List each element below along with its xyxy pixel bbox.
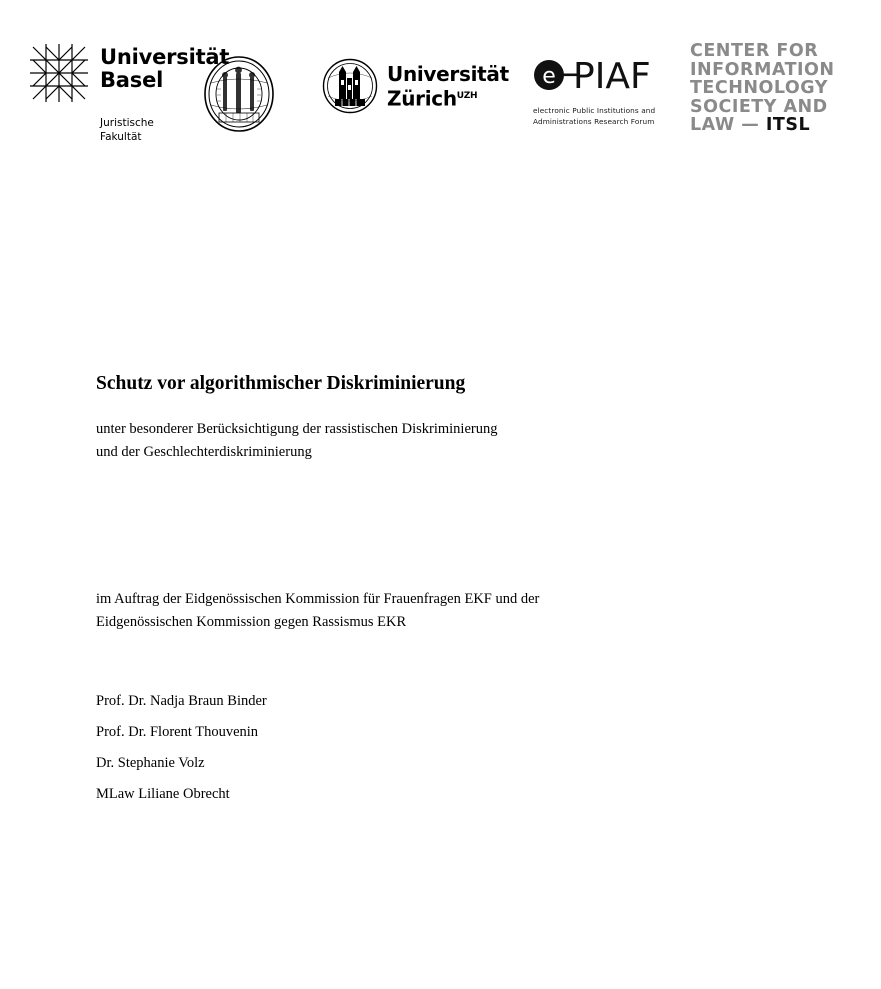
- partner-logo-bar: [0, 0, 881, 160]
- logo-universitaet-basel: [28, 42, 229, 144]
- itsl-line1: CENTER FOR: [690, 41, 819, 61]
- author-name: Prof. Dr. Florent Thouvenin: [96, 724, 259, 740]
- commission-line1: im Auftrag der Eidgenössischen Kommission für Frauenfragen EKF und der: [96, 591, 540, 607]
- svg-text:e: e: [542, 64, 556, 89]
- logo-itsl: [690, 42, 835, 135]
- itsl-wordmark: [690, 42, 835, 135]
- zurich-grossmuenster-seal-icon: [322, 58, 378, 114]
- authors-block: [96, 686, 267, 810]
- basel-faculty-line2: Fakultät: [100, 131, 142, 143]
- logo-university-seal: [203, 55, 275, 138]
- logo-universitaet-zuerich: [322, 58, 509, 114]
- itsl-line2: INFORMATION: [690, 59, 835, 80]
- commission-line2: Eidgenössischen Kommission gegen Rassismus EKR: [96, 614, 407, 630]
- uzh-wordmark-line1: Universität: [387, 61, 509, 86]
- epiaf-subtitle: [533, 106, 673, 127]
- itsl-line5: LAW — ITSL: [690, 115, 811, 135]
- author-name: MLaw Liliane Obrecht: [96, 786, 230, 802]
- epiaf-subtitle-line2: Administrations Research Forum: [533, 116, 655, 126]
- ornate-university-seal-icon: [203, 55, 275, 133]
- basel-faculty-line1: Juristische: [100, 117, 154, 129]
- basel-wordmark-line1: Universität: [100, 45, 230, 69]
- author-name: Prof. Dr. Nadja Braun Binder: [96, 693, 267, 709]
- itsl-acronym: ITSL: [765, 115, 811, 135]
- epiaf-wordmark-icon: [533, 52, 655, 96]
- title-block: [96, 371, 497, 464]
- page-subtitle-line2: und der Geschlechterdiskriminierung: [96, 444, 312, 460]
- page-title: Schutz vor algorithmischer Diskriminierung: [96, 373, 466, 394]
- basel-snowflake-lattice-icon: [28, 42, 90, 104]
- logo-epiaf: [533, 52, 673, 127]
- uzh-superscript: UZH: [456, 90, 478, 101]
- basel-wordmark-line2: Basel: [100, 68, 164, 92]
- page-subtitle-line1: unter besonderer Berücksichtigung der rassistischen Diskriminierung: [96, 421, 498, 437]
- commission-block: [96, 588, 539, 634]
- page-subtitle: [96, 397, 497, 464]
- author-name: Dr. Stephanie Volz: [96, 755, 205, 771]
- itsl-line4: SOCIETY AND: [690, 96, 828, 117]
- epiaf-subtitle-line1: electronic Public Institutions and: [533, 106, 656, 115]
- svg-text:PIAF: PIAF: [573, 56, 651, 96]
- uzh-wordmark: [387, 63, 509, 110]
- itsl-line3: TECHNOLOGY: [690, 78, 828, 98]
- uzh-wordmark-line2: Zürich$^{UZH}$: [387, 86, 478, 111]
